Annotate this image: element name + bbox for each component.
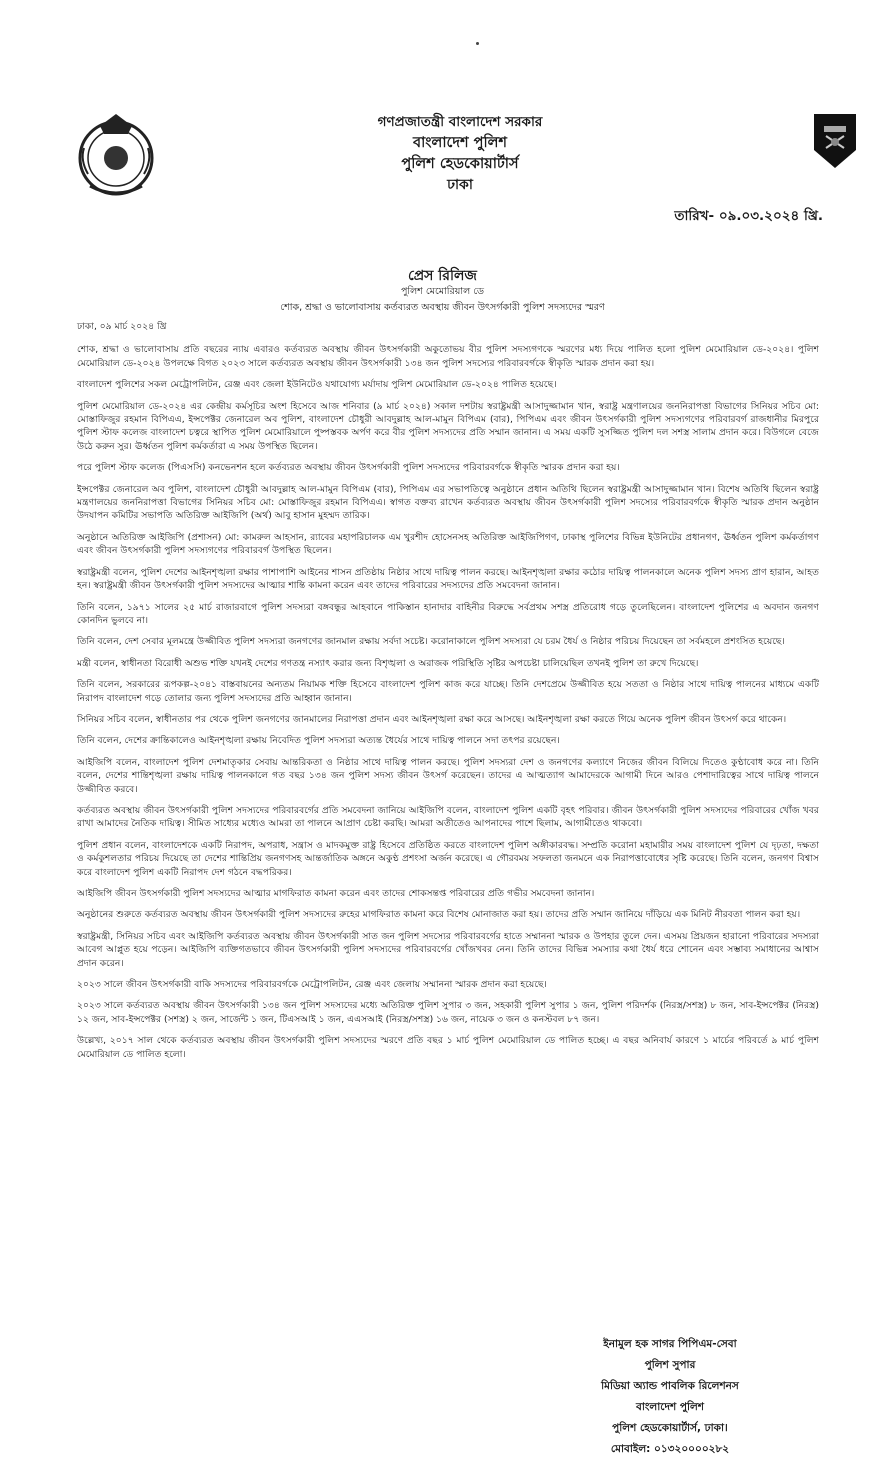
paragraph: তিনি বলেন, ১৯৭১ সালের ২৫ মার্চ রাজারবাগে পুলিশ সদস্যরা বঙ্গবন্ধুর আহবানে পাকিস্তান হানাদার বাহিনীর বিরুদ্ধে সর্বপ্রথম সশস্ত্র প্রতিরোধ গড়ে তুলেছিলেন। বাংলাদেশ পুলিশের এ অবদান জনগণ কোনদিন ভুলবে না। [77,601,819,626]
paragraph: ২০২৩ সালে জীবন উৎসর্গকারী বাকি সদস্যদের পরিবারবর্গকে মেট্রোপলিটন, রেঞ্জ এবং জেলায় সম্মাননা স্মারক প্রদান করা হয়েছে। [77,979,547,991]
signatory-designation: পুলিশ সুপার [644,1359,696,1371]
department-name: বাংলাদেশ পুলিশ [413,135,507,151]
paragraph: উল্লেখ্য, ২০১৭ সাল থেকে কর্তব্যরত অবস্থায় জীবন উৎসর্গকারী পুলিশ সদস্যদের স্মরণে প্রতি বছর ১ মার্চ পুলিশ মেমোরিয়াল ডে পালিত হচ্ছে। এ বছর অনিবার্য কারণে ১ মার্চের পরিবর্তে ৯ মার্চ পুলিশ মেমোরিয়াল ডে পালিত হলো। [77,1035,819,1060]
paragraph: অনুষ্ঠানে অতিরিক্ত আইজিপি (প্রশাসন) মো: কামরুল আহসান, র‍্যাবের মহাপরিচালক এম খুরশীদ হোসেনসহ অতিরিক্ত আইজিপিগণ, ঢাকাস্থ পুলিশের বিভিন্ন ইউনিটের প্রধানগণ, ঊর্ধ্বতন পুলিশ কর্মকর্তাগণ এবং জীবন উৎসর্গকারী পুলিশ সদস্যগণের পরিবারবর্গ উপস্থিত ছিলেন। [77,531,819,557]
paragraph: শোক, শ্রদ্ধা ও ভালোবাসায় প্রতি বছরের ন্যায় এবারও কর্তব্যরত অবস্থায় জীবন উৎসর্গকারী অকুতোভয় বীর পুলিশ সদস্যগণকে স্মরণের মধ্য দিয়ে পালিত হলো পুলিশ মেমোরিয়াল ডে-২০২৪। পুলিশ মেমোরিয়াল ডে-২০২৪ উপলক্ষে বিগত ২০২৩ সালে কর্তব্যরত অবস্থায় জীবন উৎসর্গকারী ১৩৪ জন পুলিশ সদস্যের পরিবারবর্গকে স্বীকৃতি স্মারক প্রদান করা হয়। [77,344,819,369]
signatory-office: পুলিশ হেডকোয়ার্টার্স, ঢাকা। [612,1422,728,1434]
signatory-name: ইনামুল হক সাগর পিপিএম-সেবা [603,1338,737,1350]
bangladesh-police-emblem-icon [70,108,162,200]
letterhead [260,112,660,196]
signatory-mobile: মোবাইল: ০১৩২০০০০২৮২ [610,1443,730,1455]
city-name: ঢাকা [447,177,473,193]
paragraph: আইজিপি বলেন, বাংলাদেশ পুলিশ দেশমাতৃকার সেবায় আন্তরিকতা ও নিষ্ঠার সাথে দায়িত্ব পালন করছে। পুলিশ সদস্যরা দেশ ও জনগণের কল্যাণে নিজের জীবন বিলিয়ে দিতেও কুণ্ঠাবোধ করে না। তিনি বলেন, দেশের শান্তিশৃঙ্খলা রক্ষায় দায়িত্ব পালনকালে গত বছর ১৩৪ জন পুলিশ সদস্য জীবন উৎসর্গ করেছেন। তাদের এ আত্মত্যাগ আমাদেরকে আগামী দিনে আরও পেশাদারিত্বের সাথে দায়িত্ব পালনে উজ্জীবিত করবে। [77,756,819,795]
signatory-department: মিডিয়া অ্যান্ড পাবলিক রিলেশনস [601,1380,739,1392]
signatory-organization: বাংলাদেশ পুলিশ [635,1401,705,1413]
release-body [77,320,819,1069]
paragraph: তিনি বলেন, সরকারের রূপকল্প-২০৪১ বাস্তবায়নের অন্যতম নিয়ামক শক্তি হিসেবে বাংলাদেশ পুলিশ কাজ করে যাচ্ছে। তিনি দেশপ্রেমে উজ্জীবিত হয়ে সততা ও নিষ্ঠার সাথে দায়িত্ব পালনের মাধ্যমে একটি নিরাপদ বাংলাদেশ গড়ে তোলার জন্য পুলিশ সদস্যদের প্রতি আহ্বান জানান। [77,679,819,704]
paragraph: ইন্সপেক্টর জেনারেল অব পুলিশ, বাংলাদেশ চৌধুরী আবদুল্লাহ আল-মামুন বিপিএম (বার), পিপিএম এর সভাপতিত্বে অনুষ্ঠানে প্রধান অতিথি ছিলেন স্বরাষ্ট্রমন্ত্রী আসাদুজ্জামান খান। বিশেষ অতিথি ছিলেন স্বরাষ্ট্র মন্ত্রণালয়ের জননিরাপত্তা বিভাগের সিনিয়র সচিব মো: মোস্তাফিজুর রহমান বিপিএএ। স্বাগত বক্তব্য রাখেন কর্তব্যরত অবস্থায় জীবন উৎসর্গকারী পুলিশ সদস্যের পরিবারবর্গকে স্বীকৃতি স্মারক প্রদান অনুষ্ঠান উদযাপন কমিটির সভাপতি অতিরিক্ত আইজিপি (অর্থ) আবু হাসান মুহম্মদ তারিক। [77,483,819,522]
paragraph: সিনিয়র সচিব বলেন, স্বাধীনতার পর থেকে পুলিশ জনগণের জানমালের নিরাপত্তা প্রদান এবং আইনশৃঙ্খলা রক্ষা করে আসছে। আইনশৃঙ্খলা রক্ষা করতে গিয়ে অনেক পুলিশ জীবন উৎসর্গ করে থাকেন। [77,713,787,725]
paragraph: মন্ত্রী বলেন, স্বাধীনতা বিরোধী অশুভ শক্তি যখনই দেশের গণতন্ত্র নস্যাৎ করার জন্য বিশৃঙ্খলা ও অরাজক পরিস্থিতি সৃষ্টির অপচেষ্টা চালিয়েছিল তখনই পুলিশ তা রুখে দিয়েছে। [77,657,699,669]
press-release-subtitle: পুলিশ মেমোরিয়াল ডে [400,286,485,297]
headquarters-name: পুলিশ হেডকোয়ার্টার্স [401,156,519,172]
paragraph: স্বরাষ্ট্রমন্ত্রী, সিনিয়র সচিব এবং আইজিপি কর্তব্যরত অবস্থায় জীবন উৎসর্গকারী সাত জন পুলিশ সদস্যের পরিবারবর্গের হাতে সম্মাননা স্মারক ও উপহার তুলে দেন। এসময় প্রিয়জন হারানো পরিবারের সদস্যরা আবেগ আপ্লুত হয়ে পড়েন। আইজিপি ব্যক্তিগতভাবে জীবন উৎসর্গকারী পুলিশ সদস্যদের পরিবারবর্গের খোঁজখবর নেন। তিনি তাদের বিভিন্ন সমস্যার কথা ধৈর্য ধরে শোনেন এবং সম্ভাব্য সমাধানের আশ্বাস প্রদান করেন। [77,930,819,969]
police-badge-icon [812,112,858,170]
paragraph: তিনি বলেন, দেশ সেবার মূলমন্ত্রে উজ্জীবিত পুলিশ সদস্যরা জনগণের জানমাল রক্ষায় সর্বদা সচেষ্ট। করোনাকালে পুলিশ সদস্যরা যে চরম ধৈর্য ও নিষ্ঠার পরিচয় দিয়েছেন তা সর্বমহলে প্রশংসিত হয়েছে। [77,636,785,648]
release-date: তারিখ- ০৯.০৩.২০২৪ খ্রি. [674,208,823,224]
paragraph: পরে পুলিশ স্টাফ কলেজ (পিএসসি) কনভেনশন হলে কর্তব্যরত অবস্থায় জীবন উৎসর্গকারী পুলিশ সদস্যদের পরিবারবর্গকে স্বীকৃতি স্মারক প্রদান করা হয়। [77,462,620,474]
dateline: ঢাকা, ০৯ মার্চ ২০২৪ খ্রি [77,321,167,332]
paragraph: আইজিপি জীবন উৎসর্গকারী পুলিশ সদস্যদের আত্মার মাগফিরাত কামনা করেন এবং তাদের শোকসন্তপ্ত পরিবারের প্রতি গভীর সমবেদনা জানান। [77,888,595,899]
paragraph: অনুষ্ঠানের শুরুতে কর্তব্যরত অবস্থায় জীবন উৎসর্গকারী পুলিশ সদস্যদের রুহের মাগফিরাত কামনা করে বিশেষ মোনাজাত করা হয়। তাদের প্রতি সম্মান জানিয়ে দাঁড়িয়ে এক মিনিট নীরবতা পালন করা হয়। [77,909,801,921]
press-release-title: প্রেস রিলিজ [408,268,477,284]
paragraph: ২০২৩ সালে কর্তব্যরত অবস্থায় জীবন উৎসর্গকারী ১৩৪ জন পুলিশ সদস্যদের মধ্যে অতিরিক্ত পুলিশ সুপার ৩ জন, সহকারী পুলিশ সুপার ১ জন, পুলিশ পরিদর্শক (নিরস্ত্র/সশস্ত্র) ৮ জন, সাব-ইন্সপেক্টর (নিরস্ত্র) ১২ জন, সাব-ইন্সপেক্টর (সশস্ত্র) ২ জন, সার্জেন্ট ১ জন, টিএসআই ১ জন, এএসআই (নিরস্ত্র/সশস্ত্র) ১৬ জন, নায়েক ৩ জন ও কনস্টবল ৮৭ জন। [77,1000,819,1025]
paragraph: পুলিশ মেমোরিয়াল ডে-২০২৪ এর কেন্দ্রীয় কর্মসূচির অংশ হিসেবে আজ শনিবার (৯ মার্চ ২০২৪) সকাল দশটায় স্বরাষ্ট্রমন্ত্রী আসাদুজ্জামান খান, স্বরাষ্ট্র মন্ত্রণালয়ের জননিরাপত্তা বিভাগের সিনিয়র সচিব মো: মোস্তাফিজুর রহমান বিপিএএ, ইন্সপেক্টর জেনারেল অব পুলিশ, বাংলাদেশ চৌধুরী আবদুল্লাহ আল-মামুন বিপিএম (বার), পিপিএম এবং জীবন উৎসর্গকারী পুলিশ সদস্যগণের পরিবারবর্গ রাজধানীর মিরপুরে পুলিশ স্টাফ কলেজ বাংলাদেশ চত্বরে স্থাপিত পুলিশ মেমোরিয়ালে পুষ্পস্তবক অর্পণ করে বীর পুলিশ সদস্যদের প্রতি সম্মান জানান। এ সময় একটি সুসজ্জিত পুলিশ দল সশস্ত্র সালাম প্রদান করে। বিউগলে বেজে উঠে করুন সুর। ঊর্ধ্বতন পুলিশ কর্মকর্তারা এ সময় উপস্থিত ছিলেন। [77,400,819,452]
paragraph: বাংলাদেশ পুলিশের সকল মেট্রোপলিটন, রেঞ্জ এবং জেলা ইউনিটেও যথাযোগ্য মর্যাদায় পুলিশ মেমোরিয়াল ডে-২০২৪ পালিত হয়েছে। [77,379,557,391]
paragraph: পুলিশ প্রধান বলেন, বাংলাদেশকে একটি নিরাপদ, অপরাধ, সন্ত্রাস ও মাদকমুক্ত রাষ্ট্র হিসেবে প্রতিষ্ঠিত করতে বাংলাদেশ পুলিশ অঙ্গীকারবদ্ধ। সম্প্রতি করোনা মহামারীর সময় বাংলাদেশ পুলিশ যে দৃঢ়তা, দক্ষতা ও কর্মকুশলতার পরিচয় দিয়েছে তা দেশের শান্তিপ্রিয় জনগণসহ আন্তর্জাতিক অঙ্গনে অকুণ্ঠ প্রশংসা অর্জন করেছে। এ গৌরবময় সফলতা জনমনে এক নিরাপত্তাবোধের সৃষ্টি করেছে। তিনি বলেন, জনগণ বিশ্বাস করে বাংলাদেশ পুলিশ একটি নিরাপদ দেশ গঠনে বদ্ধপরিকর। [77,839,819,878]
paragraph: তিনি বলেন, দেশের ক্রান্তিকালেও আইনশৃঙ্খলা রক্ষায় নিবেদিত পুলিশ সদস্যরা অত্যন্ত ধৈর্যের সাথে দায়িত্ব পালনে সদা তৎপর রয়েছেন। [77,735,560,747]
press-release-tagline: শোক, শ্রদ্ধা ও ভালোবাসায় কর্তব্যরত অবস্থায় জীবন উৎসর্গকারী পুলিশ সদস্যদের স্মরণ [280,302,605,313]
speck [476,42,479,45]
government-name: গণপ্রজাতন্ত্রী বাংলাদেশ সরকার [377,114,543,130]
paragraph: কর্তব্যরত অবস্থায় জীবন উৎসর্গকারী পুলিশ সদস্যদের পরিবারবর্গের প্রতি সমবেদনা জানিয়ে আইজিপি বলেন, বাংলাদেশ পুলিশ একটি বৃহৎ পরিবার। জীবন উৎসর্গকারী পুলিশ সদস্যদের পরিবারের খোঁজ খবর রাখা আমাদের নৈতিক দায়িত্ব। সীমিত সাধ্যের মধ্যেও আমরা তা পালনে আপ্রাণ চেষ্টা করছি। আমরা অতীতেও আপনাদের পাশে ছিলাম, আগামীতেও থাকবো। [77,804,819,830]
paragraph: স্বরাষ্ট্রমন্ত্রী বলেন, পুলিশ দেশের আইনশৃঙ্খলা রক্ষার পাশাপাশি আইনের শাসন প্রতিষ্ঠায় নিষ্ঠার সাথে দায়িত্ব পালন করছে। আইনশৃঙ্খলা রক্ষার কঠোর দায়িত্ব পালনকালে অনেক পুলিশ সদস্য প্রাণ হারান, আহত হন। স্বরাষ্ট্রমন্ত্রী জীবন উৎসর্গকারী পুলিশ সদস্যদের আত্মার শান্তি কামনা করেন এবং তাদের পরিবারের সদস্যদের প্রতি সমবেদনা জানান। [77,566,819,592]
signature-block [560,1334,780,1460]
